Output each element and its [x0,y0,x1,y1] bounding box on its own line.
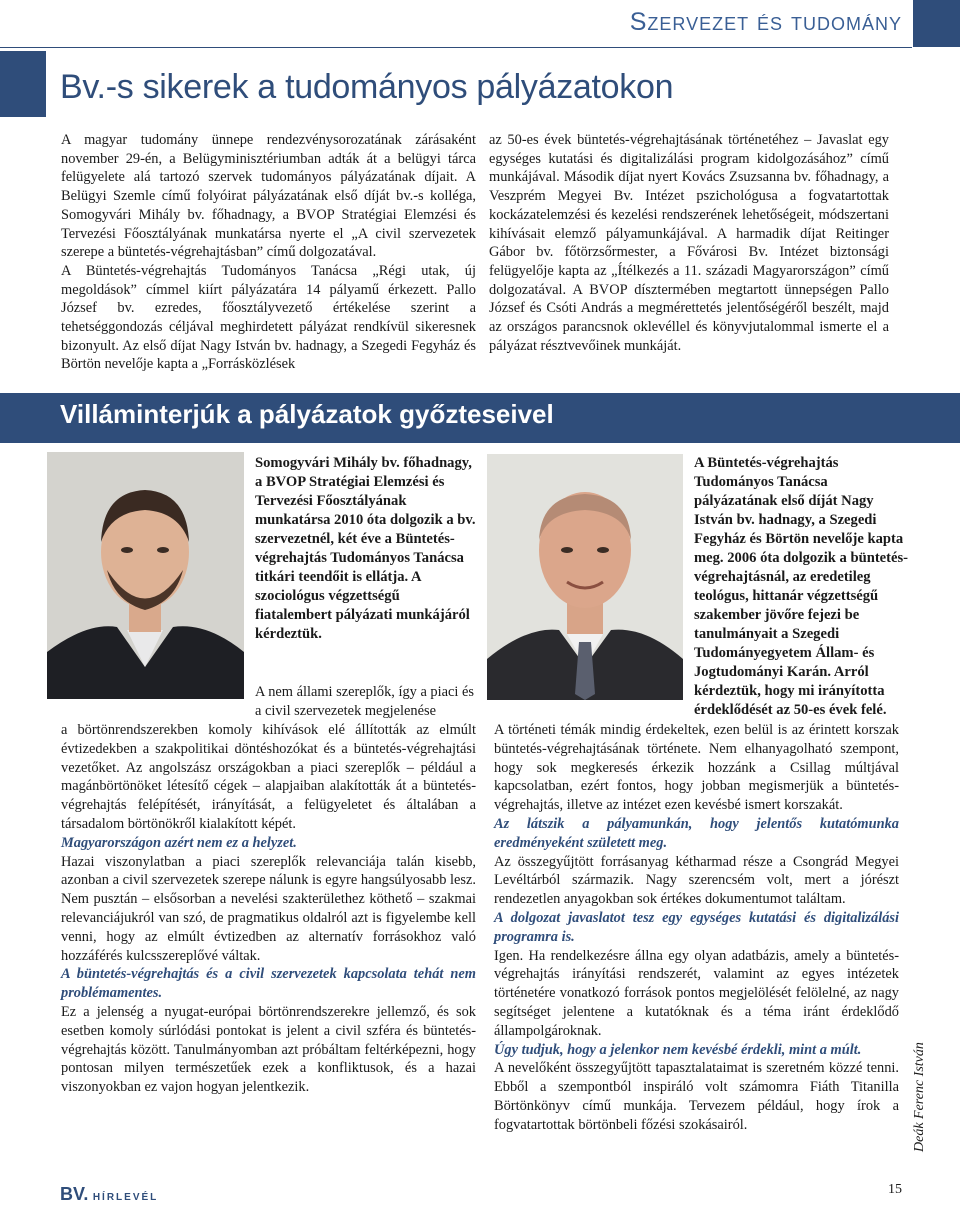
interview-left-caption: Somogyvári Mihály bv. főhadnagy, a BVOP Stratégiai Elemzési és Tervezési Főosztályának munkatársa 2010 óta dolgozik a bv. szervezetnél, két éve a Büntetés-végrehajtás Tudományos Tanácsa titkári teendőit is ellátja. A szociológus végzettségű fiatalembert pályázati munkájáról kérdeztük. [255,455,476,642]
intro-paragraph: A Büntetés-végrehajtás Tudományos Tanácsa „Régi utak, új megoldások” címmel kiírt pályázatára 14 pályamű érkezett. Pallo József bv. ezredes, főosztályvezető értékelése szerint a tehetséggondozás céljával meghirdetett pályázat rendkívül sikeresnek bizonyult. Az első díjat Nagy István bv. hadnagy, a Szegedi Fegyház és Börtön nevelője kapta a „Forrásközlések [61,262,476,373]
title-accent-bar [0,51,46,117]
page-number: 15 [888,1182,902,1197]
footer-logo-bv: BV. [60,1184,89,1204]
answer-text: A történeti témák mindig érdekeltek, ezen belül is az érintett korszak büntetés-végrehajtásának története. Nem elhanyagolható szempont, hogy sok megkeresés érkezik hozzánk a Csillag múltjával kapcsolatban, ezért fontos, hogy jobban megismerjük a büntetés-végrehajtás, illetve az intézet ezen kevésbé ismert korszakát. [494,722,899,814]
header-corner-block [913,0,960,47]
answer-text: Az összegyűjtött forrásanyag kétharmad része a Csongrád Megyei Levéltárból származik. Nagy szerencsém volt, mert a jórészt rendezetlen anyagokban sok értékes dokumentumot találtam. [494,853,899,908]
question-text: A dolgozat javaslatot tesz egy egységes kutatási és digitalizálási programra is. [494,909,899,945]
interview-left-body [61,721,476,1097]
interview-band-title: Villáminterjúk a pályázatok győzteseivel [60,399,554,429]
interview-right-caption: A Büntetés-végrehajtás Tudományos Tanácsa pályázatának első díját Nagy István bv. hadnagy, a Szegedi Fegyház és Börtön nevelője kapta meg. 2006 óta dolgozik a büntetés-végrehajtásnál, az eredetileg teológus, hittanár végzettségű szakember jövőre fejezi be tanulmányait a Szegedi Tudományegyetem Állam- és Jogtudományi Karán. Arról kérdeztük, hogy mi irányította érdeklődését az 50-es évek felé. [694,455,909,718]
footer-logo-text: HÍRLEVÉL [92,1192,159,1203]
photo-credit: Deák Ferenc István [912,1042,927,1152]
portrait-image-right [487,454,683,700]
interview-left-lead: A nem állami szereplők, így a piaci és a civil szervezetek megjelenése [255,684,474,719]
portrait-image-left [47,452,244,699]
question-text: A büntetés-végrehajtás és a civil szervezetek kapcsolata tehát nem problémamentes. [61,966,476,1002]
footer-logo [60,1184,158,1205]
question-text: Magyarországon azért nem ez a helyzet. [61,834,297,851]
answer-text: Ez a jelenség a nyugat-európai börtönrendszerekre jellemző, és sok esetben komoly súrlódási pontokat is jelent a civil szféra és büntetés-végrehajtás között. Tanulmányomban azt próbáltam feltérképezni, hogy pontosan milyen természetűek ezek a konfliktusok, és a hazai viszonyokban ez vajon hogyan jelentkezik. [61,1003,476,1096]
intro-paragraph: az 50-es évek büntetés-végrehajtásának történetéhez – Javaslat egy egységes kutatási és digitalizálási program kidolgozásához” című munkájával. Második díjat nyert Kovács Zsuzsanna bv. főhadnagy, a Veszprém Megyei Bv. Intézet pszichológusa a fogvatartottak kockázatelemzési és kezelési rendszerének lehetőségeit, módszertani kihívásait elemző pályamunkájával. A harmadik díjat Reitinger Gábor bv. főtörzsőrmester, a Fővárosi Bv. Intézet biztonsági felügyelője kapta az „Ítélkezés a 11. századi Magyarországon” című dolgozatával. A BVOP dísztermében megtartott ünnepségen Pallo József és Csóti András a megmérettetés jelentőségéről beszélt, majd az országos parancsnok oklevéllel és könyvjutalommal ismerte el a pályázat résztvevőinek munkáját. [489,132,889,354]
header-rule [0,47,912,48]
answer-text: a börtönrendszerekben komoly kihívások elé állították az elmúlt évtizedekben a szakpolitikai döntéshozókat és a büntetés-végrehajtási vezetőket. Az angolszász országokban a piaci szereplők – például a magánbörtönöket létesítő cégek – alapjaiban alakították át a büntetés-végrehajtás felépítését, irányítását, a felügyeletet és általában a társadalom börtönökről kialakított képét. [61,722,476,832]
question-text: Az látszik a pályamunkán, hogy jelentős kutatómunka eredményeként született meg. [494,815,899,851]
answer-text: Igen. Ha rendelkezésre állna egy olyan adatbázis, amely a büntetés-végrehajtás irányítási rendszerét, valamint az egyes intézetek történetére vonatkozó források pontos megjelölését felölelné, az nagy segítséget jelentene a kutatóknak és a téma iránt érdeklődő állampolgároknak. [494,947,899,1039]
answer-text: A nevelőként összegyűjtött tapasztalataimat is szeretném közzé tenni. Ebből a szempontból inspiráló volt számomra Fiáth Titanilla Börtönkönyv című munkája. Tervezem például, hogy írok a fogvatartottak börtönbeli főzési szokásairól. [494,1060,899,1133]
interview-right-body [494,721,899,1135]
question-text: Úgy tudjuk, hogy a jelenkor nem kevésbé érdekli, mint a múlt. [494,1041,862,1058]
portrait-photo-left [47,452,244,699]
intro-left-column [61,131,476,374]
intro-right-column [489,131,889,355]
article-title: Bv.-s sikerek a tudományos pályázatokon [60,68,674,106]
intro-paragraph: A magyar tudomány ünnepe rendezvénysorozatának zárásaként november 29-én, a Belügyminisztériumban adták át a belügyi tárca felügyelete alá tartozó szervek tudományos pályázatának díjait. A Belügyi Szemle című folyóirat pályázatának első díját bv.-s kolléga, Somogyvári Mihály bv. főhadnagy, a BVOP Stratégiai Elemzési és Tervezési Főosztályának munkatársa nyerte el „A civil szervezetek szerepe a büntetés-végrehajtásban” című dolgozatával. [61,132,476,261]
answer-text: Hazai viszonylatban a piaci szereplők relevanciája talán kisebb, azonban a civil szervezetek szerepe nálunk is egyre hangsúlyosabb lesz. Nem pusztán – elsősorban a nevelési szakterülethez köthető – szakmai relevanciájukról van szó, de pragmatikus oldalról azt is figyelembe kell venni, hogy az elmúlt évtizedben az alternatív forrásokhoz való hozzáférés kulcsszereplővé váltak. [61,853,476,964]
portrait-photo-right [487,454,683,700]
section-label: Szervezet és tudomány [629,8,902,36]
